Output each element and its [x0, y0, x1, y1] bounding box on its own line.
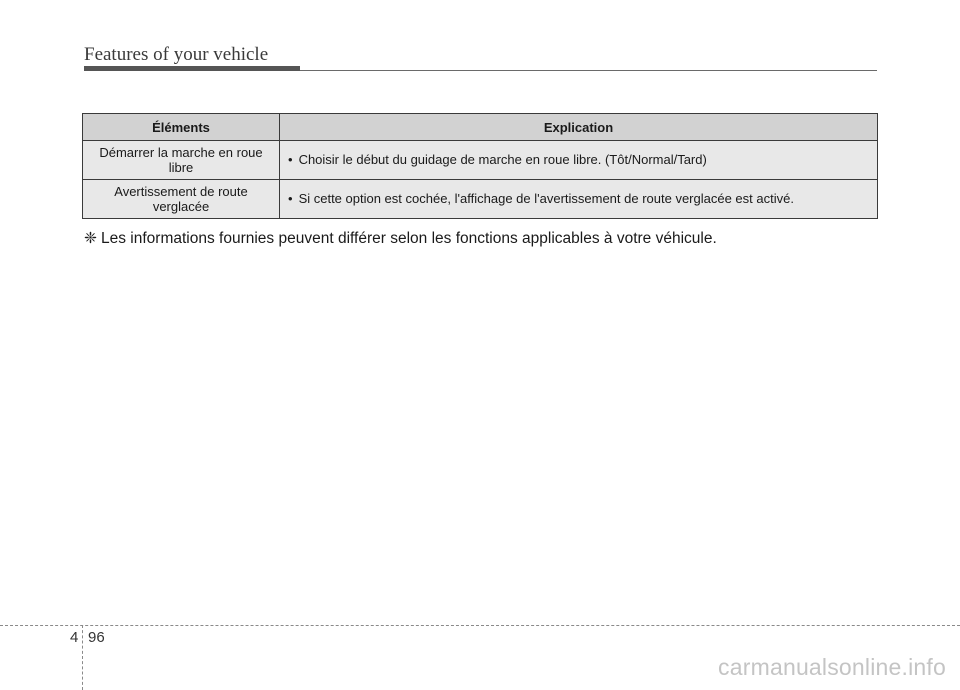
footer-vertical-divider: [82, 625, 83, 690]
table-cell-explanation: [280, 141, 878, 180]
footnote-text: Les informations fournies peuvent différer selon les fonctions applicables à votre véhicule.: [101, 230, 717, 247]
table-header-row: [83, 114, 878, 141]
footer-divider: [0, 625, 960, 626]
header-rule: [300, 70, 877, 71]
features-table: [82, 113, 878, 219]
table-row: [83, 141, 878, 180]
watermark: carmanualsonline.info: [718, 654, 946, 680]
bullet-icon: •: [288, 152, 293, 167]
table-cell-item: Avertissement de route verglacée: [83, 180, 280, 219]
header-bar: [84, 66, 300, 71]
explanation-text: Si cette option est cochée, l'affichage de l'avertissement de route verglacée est activé.: [298, 191, 794, 206]
page-title: Features of your vehicle: [84, 44, 269, 65]
explanation-text: Choisir le début du guidage de marche en roue libre. (Tôt/Normal/Tard): [298, 152, 707, 167]
column-header-explication: Explication: [280, 114, 878, 141]
column-header-elements: Éléments: [83, 114, 280, 141]
footnote-mark-icon: ❈: [84, 230, 97, 247]
table-cell-item: Démarrer la marche en roue libre: [83, 141, 280, 180]
page-number: 96: [88, 629, 105, 646]
table-row: [83, 180, 878, 219]
bullet-icon: •: [288, 191, 293, 206]
footnote: [84, 229, 717, 248]
table-cell-explanation: [280, 180, 878, 219]
chapter-number: 4: [70, 629, 79, 646]
